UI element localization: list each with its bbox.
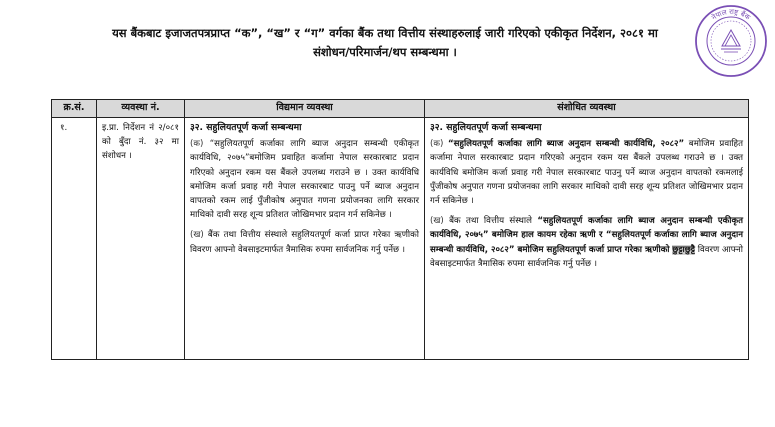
provision-ref-text: इ.प्रा. निर्देशन नं २/०८१ को बुँदा नं. ३२ मा संशोधन । xyxy=(102,123,179,162)
existing-para-b-marker: (ख) xyxy=(190,230,204,241)
revised-para-b-marker: (ख) xyxy=(430,216,444,227)
header-existing-provision: विद्यमान व्यवस्था xyxy=(185,100,425,118)
existing-para-a xyxy=(190,137,419,222)
existing-para-a-marker: (क) xyxy=(190,139,204,150)
cell-sn: १. xyxy=(52,118,97,360)
revised-para-b-bold: “सहुलियतपूर्ण कर्जाका लागि ब्याज अनुदान सम्बन्धी एकीकृत कार्यविधि, २०७५” बमोजिम हाल कायम रहेका ऋणी र “सहुलियतपूर्ण कर्जाका लागि ब्याज अनुदान सम्बन्धी कार्यविधि, २०८२” बमोजिम सहुलियतपूर्ण कर्जा प्राप्त गरेका ऋणीको xyxy=(430,216,744,255)
existing-para-b-text: बैंक तथा वित्तीय संस्थाले सहुलियतपूर्ण कर्जा प्राप्त गरेका ऋणीको विवरण आफ्नो वेबसाइटमार्फत त्रैमासिक रुपमा सार्वजनिक गर्नु पर्नेछ । xyxy=(190,230,419,255)
document-title xyxy=(80,24,690,62)
existing-para-b xyxy=(190,228,419,256)
revised-para-b-pre: बैंक तथा वित्तीय संस्थाले xyxy=(449,216,538,227)
revised-para-b xyxy=(430,214,743,271)
header-sn: क्र.सं. xyxy=(52,100,97,118)
existing-heading: ३२. सहुलियतपूर्ण कर्जा सम्बन्धमा xyxy=(190,122,302,133)
revised-para-a-bold: “सहुलियतपूर्ण कर्जाका लागि ब्याज अनुदान सम्बन्धी कार्यविधि, २०८२” xyxy=(447,139,685,150)
revised-heading: ३२. सहुलियतपूर्ण कर्जा सम्बन्धमा xyxy=(430,122,542,133)
header-provision-no: व्यवस्था नं. xyxy=(97,100,185,118)
revised-para-b-highlight: छुट्टाछुट्टै xyxy=(672,244,695,255)
revised-para-a-marker: (क) xyxy=(430,139,444,150)
provisions-table xyxy=(51,99,749,360)
table-header-row xyxy=(52,100,749,118)
cell-provision-ref xyxy=(97,118,185,360)
revised-para-a xyxy=(430,137,743,208)
title-line-2: संशोधन/परिमार्जन/थप सम्बन्धमा । xyxy=(313,45,457,59)
seal-text: नेपाल राष्ट्र बैंक xyxy=(710,7,752,22)
title-line-1: यस बैंकबाट इजाजतपत्रप्राप्त “क”, “ख” र “ग” वर्गका बैंक तथा वित्तीय संस्थाहरुलाई जारी गरिएको एकीकृत निर्देशन, २०८१ मा xyxy=(112,26,658,40)
header-revised-provision: संशोधित व्यवस्था xyxy=(425,100,749,118)
table-row xyxy=(52,118,749,360)
revised-para-a-rest: बमोजिम प्रवाहित कर्जामा नेपाल सरकारबाट प्रदान गरिएको अनुदान रकम यस बैंकले उपलब्ध गराउने छ । उक्त कार्यविधि बमोजिम कर्जा प्रवाह गरी नेपाल सरकारबाट पाउनु पर्ने ब्याज अनुदान वापतको रकमलाई पुँजीकोष अनुपात गणना प्रयोजनका लागि सरकार माथिको दावी सरह शून्य प्रतिशत जोखिमभार प्रदान गर्न सकिनेछ । xyxy=(430,139,744,207)
existing-para-a-text: “सहुलियतपूर्ण कर्जाका लागि ब्याज अनुदान सम्बन्धी एकीकृत कार्यविधि, २०७५”बमोजिम प्रवाहित कर्जामा नेपाल सरकारबाट प्रदान गरिएको अनुदान रकम यस बैंकले उपलब्ध गराउने छ । उक्त कार्यविधि बमोजिम कर्जा प्रवाह गरी नेपाल सरकारबाट पाउनु पर्ने ब्याज अनुदान वापतको रकम लाई पुँजीकोष अनुपात गणना प्रयोजनका लागि सरकार माथिको दावी सरह शून्य प्रतिशत जोखिमभार प्रदान गर्न सकिनेछ । xyxy=(190,139,419,221)
nepal-rastra-bank-seal-icon xyxy=(694,4,768,78)
cell-existing xyxy=(185,118,425,360)
revised-para-b-rest: विवरण आफ्नो वेबसाइटमार्फत त्रैमासिक रुपमा सार्वजनिक गर्नु पर्नेछ । xyxy=(430,244,744,269)
cell-revised xyxy=(425,118,749,360)
